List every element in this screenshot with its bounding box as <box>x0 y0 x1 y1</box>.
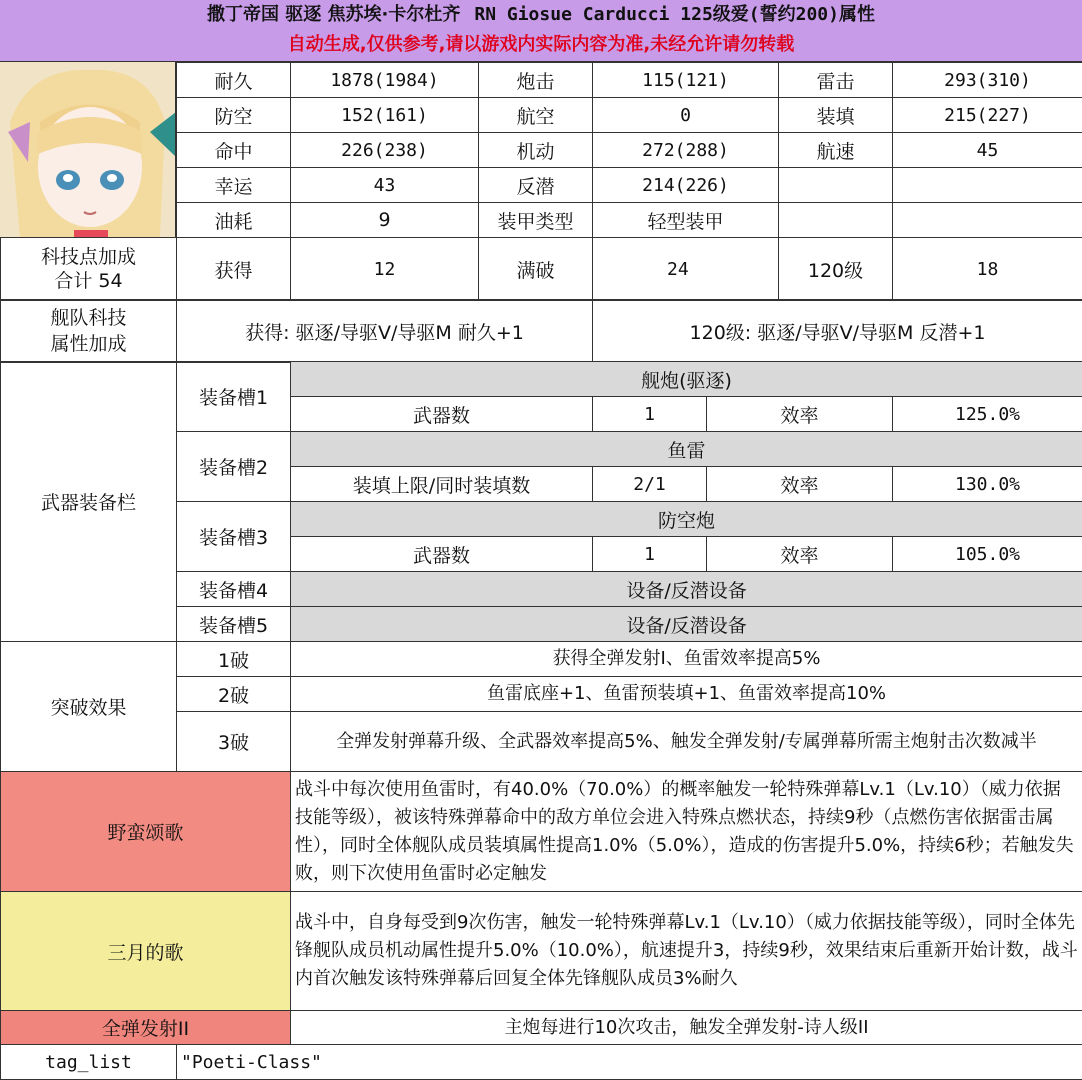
slot-2-type: 鱼雷 <box>291 432 1082 467</box>
slot-2-count-label: 装填上限/同时装填数 <box>291 467 593 502</box>
tech-label-line2: 合计 54 <box>54 270 123 292</box>
stat-label: 防空 <box>177 98 291 133</box>
slot-1-count-label: 武器数 <box>291 397 593 432</box>
stat-label: 反潜 <box>479 168 593 203</box>
stat-value: 215(227) <box>893 98 1082 133</box>
skills-table <box>0 771 1082 1045</box>
stat-value: 轻型装甲 <box>593 203 779 238</box>
page-title <box>0 0 1082 30</box>
slot-4-name: 装备槽4 <box>177 572 291 607</box>
tech-max-label: 满破 <box>479 238 593 301</box>
stat-label: 炮击 <box>479 63 593 98</box>
stat-label: 耐久 <box>177 63 291 98</box>
breakthrough-3-label: 3破 <box>177 712 291 772</box>
slot-3-name: 装备槽3 <box>177 502 291 572</box>
slot-2-count: 2/1 <box>593 467 707 502</box>
skill-1-text: 战斗中每次使用鱼雷时，有40.0%（70.0%）的概率触发一轮特殊弹幕Lv.1（Lv.10）（威力依据技能等级），被该特殊弹幕命中的敌方单位会进入特殊点燃状态，持续9秒（点燃伤害依据雷击属性），同时全体舰队成员装填属性提高1.0%（5.0%），造成的伤害提升5.0%，持续6秒；若触发失败，则下次使用鱼雷时必定触发 <box>291 772 1082 892</box>
tech-label-line1: 科技点加成 <box>40 246 136 268</box>
fleet-tech-label-line1: 舰队科技 <box>50 307 127 329</box>
equipment-section-label: 武器装备栏 <box>1 362 177 642</box>
title-cn: 撒丁帝国 驱逐 焦苏埃·卡尔杜齐 <box>207 4 461 25</box>
breakthrough-1-text: 获得全弹发射I、鱼雷效率提高5% <box>291 642 1082 677</box>
slot-1-eff: 125.0% <box>893 397 1082 432</box>
slot-3-type: 防空炮 <box>291 502 1082 537</box>
stat-label: 油耗 <box>177 203 291 238</box>
stat-label: 幸运 <box>177 168 291 203</box>
stat-label: 雷击 <box>779 63 893 98</box>
stats-row <box>177 203 1082 238</box>
skill-2-text: 战斗中，自身每受到9次伤害，触发一轮特殊弹幕Lv.1（Lv.10）（威力依据技能等级），同时全体先锋舰队成员机动属性提升5.0%（10.0%），航速提升3，持续9秒，效果结束后重新开始计数，战斗内首次触发该特殊弹幕后回复全体先锋舰队成员3%耐久 <box>291 892 1082 1011</box>
slot-5-type: 设备/反潜设备 <box>291 607 1082 642</box>
skill-3-text: 主炮每进行10次攻击，触发全弹发射-诗人级II <box>291 1011 1082 1045</box>
slot-2-name: 装备槽2 <box>177 432 291 502</box>
stat-value: 152(161) <box>291 98 479 133</box>
fleet-tech-label <box>1 300 177 363</box>
equipment-table <box>0 361 1082 642</box>
stat-value: 293(310) <box>893 63 1082 98</box>
stat-label <box>779 168 893 203</box>
tag-list-table <box>0 1044 1082 1080</box>
portrait-image <box>0 62 176 238</box>
stat-value: 226(238) <box>291 133 479 168</box>
stat-value: 0 <box>593 98 779 133</box>
breakthrough-1-label: 1破 <box>177 642 291 677</box>
slot-2-eff: 130.0% <box>893 467 1082 502</box>
stat-value: 272(288) <box>593 133 779 168</box>
stat-value: 1878(1984) <box>291 63 479 98</box>
stat-value: 45 <box>893 133 1082 168</box>
stat-value: 9 <box>291 203 479 238</box>
title-en: RN Giosue Carducci 125级爱(誓约200)属性 <box>474 4 875 25</box>
stat-label: 装填 <box>779 98 893 133</box>
skill-3-name: 全弹发射II <box>1 1011 291 1045</box>
slot-3-eff: 105.0% <box>893 537 1082 572</box>
tech-label <box>1 238 177 301</box>
stat-label: 航速 <box>779 133 893 168</box>
fleet-tech-label-line2: 属性加成 <box>50 333 127 355</box>
tech-lv-label: 120级 <box>779 238 893 301</box>
character-portrait <box>0 62 176 238</box>
disclaimer: 自动生成,仅供参考,请以游戏内实际内容为准,未经允许请勿转载 <box>287 34 795 55</box>
skill-1-name: 野蛮颂歌 <box>1 772 291 892</box>
slot-4-type: 设备/反潜设备 <box>291 572 1082 607</box>
fleet-tech-lv120: 120级: 驱逐/导驱V/导驱M 反潜+1 <box>593 300 1082 363</box>
tech-points-table <box>0 237 1082 301</box>
fleet-tech-obtain: 获得: 驱逐/导驱V/导驱M 耐久+1 <box>177 300 593 363</box>
skill-2-name: 三月的歌 <box>1 892 291 1011</box>
slot-3-count: 1 <box>593 537 707 572</box>
stats-row <box>177 98 1082 133</box>
stats-row <box>177 133 1082 168</box>
stat-label <box>779 203 893 238</box>
tech-lv-value: 18 <box>893 238 1082 301</box>
page-header <box>0 0 1082 62</box>
stat-label: 装甲类型 <box>479 203 593 238</box>
tech-obtain-label: 获得 <box>177 238 291 301</box>
stat-value: 115(121) <box>593 63 779 98</box>
slot-5-name: 装备槽5 <box>177 607 291 642</box>
tech-max-value: 24 <box>593 238 779 301</box>
tag-list-label: tag_list <box>1 1045 177 1080</box>
breakthrough-2-label: 2破 <box>177 677 291 712</box>
slot-3-count-label: 武器数 <box>291 537 593 572</box>
stat-value: 214(226) <box>593 168 779 203</box>
stat-value <box>893 168 1082 203</box>
tag-list-value: "Poeti-Class" <box>177 1045 1082 1080</box>
slot-1-type: 舰炮(驱逐) <box>291 362 1082 397</box>
stat-label: 命中 <box>177 133 291 168</box>
breakthrough-section-label: 突破效果 <box>1 642 177 772</box>
breakthrough-3-text: 全弹发射弹幕升级、全武器效率提高5%、触发全弹发射/专属弹幕所需主炮射击次数减半 <box>291 712 1082 772</box>
breakthrough-table <box>0 641 1082 772</box>
slot-1-eff-label: 效率 <box>707 397 893 432</box>
breakthrough-2-text: 鱼雷底座+1、鱼雷预装填+1、鱼雷效率提高10% <box>291 677 1082 712</box>
tech-obtain-value: 12 <box>291 238 479 301</box>
stats-row <box>177 63 1082 98</box>
slot-1-count: 1 <box>593 397 707 432</box>
stat-label: 航空 <box>479 98 593 133</box>
slot-2-eff-label: 效率 <box>707 467 893 502</box>
slot-3-eff-label: 效率 <box>707 537 893 572</box>
stats-table <box>176 62 1082 238</box>
stat-value: 43 <box>291 168 479 203</box>
fleet-tech-table <box>0 299 1082 363</box>
stats-row <box>177 168 1082 203</box>
stat-label: 机动 <box>479 133 593 168</box>
slot-1-name: 装备槽1 <box>177 362 291 432</box>
stat-value <box>893 203 1082 238</box>
